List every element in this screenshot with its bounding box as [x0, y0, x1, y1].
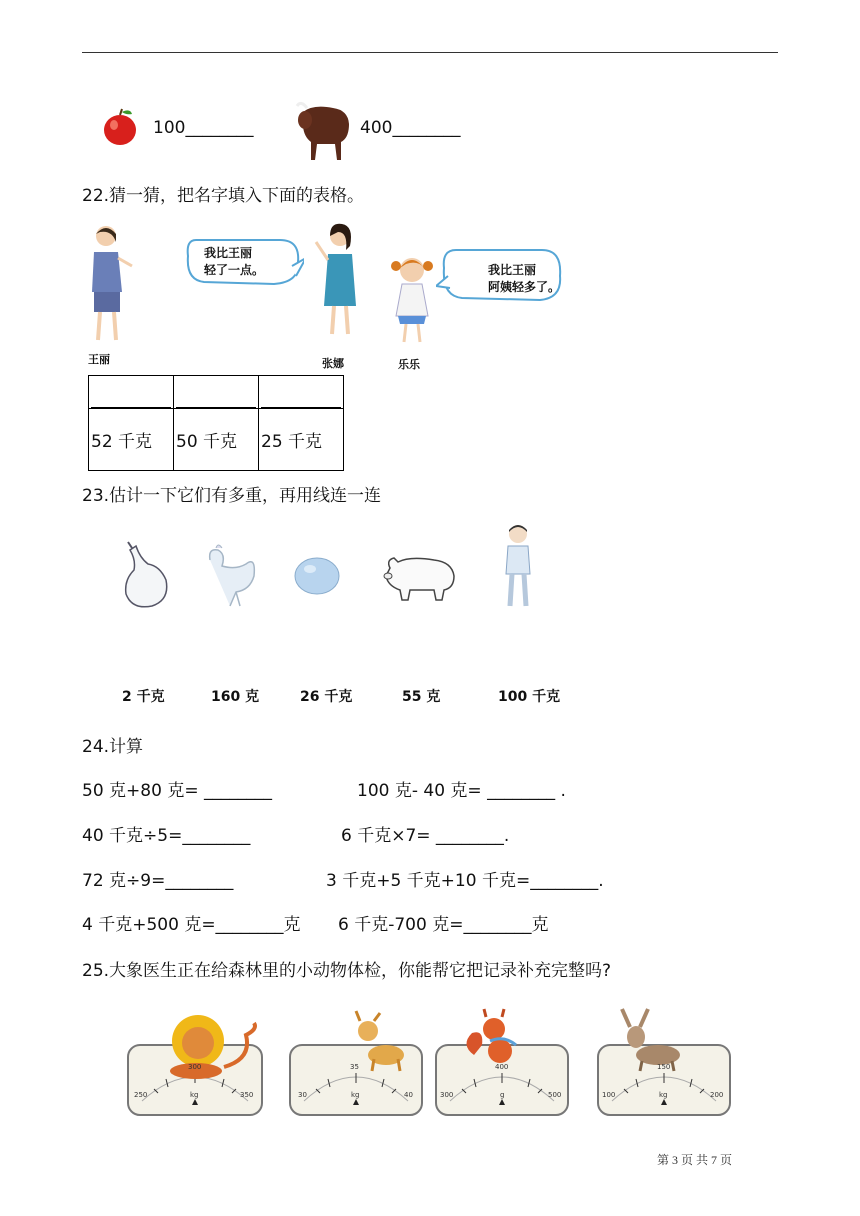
scale-lion-right: 350 [240, 1091, 254, 1099]
calc-row-1-left: 50 克+80 克= ________ [82, 781, 272, 801]
wangli-figure [80, 222, 140, 346]
apple-image [100, 106, 140, 148]
cow-weight-blank: 400________ [360, 118, 461, 138]
weight-option-2[interactable]: 160 克 [211, 689, 260, 705]
rooster-image [196, 540, 262, 612]
name-weight-table [88, 375, 344, 471]
pear-image [118, 540, 176, 612]
calc-row-3-left: 72 克÷9=________ [82, 871, 234, 891]
calc-row-2-left: 40 千克÷5=________ [82, 826, 251, 846]
scale-donkey-mid: 150 [657, 1063, 671, 1071]
calc-row-1-right: 100 克- 40 克= ________ . [357, 781, 566, 801]
question-24-title: 24.计算 [82, 737, 144, 757]
question-22-title: 22.猜一猜，把名字填入下面的表格。 [82, 186, 365, 206]
lele-figure [384, 252, 440, 348]
scale-lion-left: 250 [134, 1091, 148, 1099]
calc-row-4-left: 4 千克+500 克=________克 [82, 915, 301, 935]
weight-option-5[interactable]: 100 千克 [498, 689, 561, 705]
name-cell-2[interactable] [174, 376, 259, 409]
question-25-title: 25.大象医生正在给森林里的小动物体检，你能帮它把记录补充完整吗? [82, 961, 612, 981]
weight-cell-2: 50 千克 [174, 409, 259, 471]
scale-donkey-left: 100 [602, 1091, 616, 1099]
scale-lion-unit: kg [190, 1091, 199, 1099]
scale-squirrel [434, 1005, 570, 1117]
header-rule [82, 52, 778, 53]
question-23-title: 23.估计一下它们有多重，再用线连一连 [82, 486, 382, 506]
zhangna-figure [308, 220, 368, 344]
scale-squirrel-left: 300 [440, 1091, 454, 1099]
name-label-zhangna: 张娜 [322, 357, 344, 370]
egg-image [292, 555, 342, 597]
scale-deer-left: 30 [298, 1091, 307, 1099]
weight-cell-3: 25 千克 [259, 409, 344, 471]
scale-squirrel-mid: 400 [495, 1063, 509, 1071]
calc-row-4-right: 6 千克-700 克=________克 [338, 915, 549, 935]
weight-cell-1: 52 千克 [89, 409, 174, 471]
name-label-lele: 乐乐 [398, 358, 420, 371]
name-label-wangli: 王丽 [88, 353, 110, 366]
pig-image [380, 548, 460, 604]
name-cell-3[interactable] [259, 376, 344, 409]
scale-deer-unit: kg [351, 1091, 360, 1099]
apple-weight-blank: 100________ [153, 118, 254, 138]
weight-option-3[interactable]: 26 千克 [300, 689, 353, 705]
page-footer: 第 3 页 共 7 页 [657, 1153, 733, 1167]
boy-image [500, 522, 536, 612]
cow-image [293, 98, 353, 164]
calc-row-2-right: 6 千克×7= ________. [341, 826, 510, 846]
scale-donkey-right: 200 [710, 1091, 724, 1099]
scale-lion [126, 1005, 264, 1117]
name-cell-1[interactable] [89, 376, 174, 409]
scale-deer-right: 40 [404, 1091, 413, 1099]
scale-deer [288, 1005, 424, 1117]
bubble-text-lele: 我比王丽 阿姨轻多了。 [488, 263, 561, 294]
scale-deer-mid: 35 [350, 1063, 359, 1071]
scale-lion-mid: 300 [188, 1063, 202, 1071]
weight-option-1[interactable]: 2 千克 [122, 689, 165, 705]
scale-donkey [596, 1005, 732, 1117]
bubble-text-zhangna: 我比王丽 轻了一点。 [204, 246, 265, 277]
scale-squirrel-unit: g [500, 1091, 505, 1099]
scale-donkey-unit: kg [659, 1091, 668, 1099]
weight-option-4[interactable]: 55 克 [402, 689, 441, 705]
calc-row-3-right: 3 千克+5 千克+10 千克=________. [326, 871, 604, 891]
scale-squirrel-right: 500 [548, 1091, 562, 1099]
